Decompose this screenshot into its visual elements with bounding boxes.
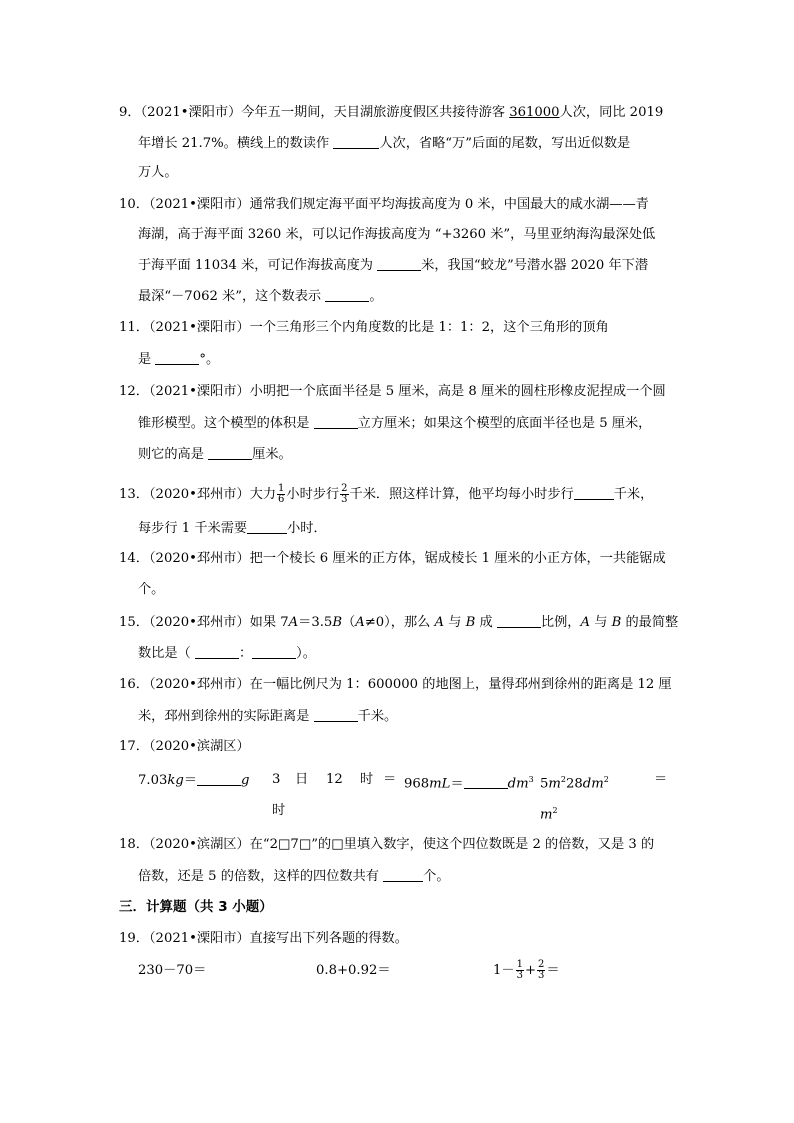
q10-line1: 10．（2021•溧阳市）通常我们规定海平面平均海拔高度为 0 米，中国最大的咸水湖——青 — [119, 197, 649, 212]
q12-line2: 锥形模型。这个模型的体积是 立方厘米；如果这个模型的底面半径也是 5 厘米， — [138, 416, 652, 431]
q9-line2: 年增长 21.7%。横线上的数读作 人次，省略“万”后面的尾数，写出近似数是 — [138, 136, 631, 151]
fraction: $\frac{1}{6}$ — [278, 483, 285, 505]
answer-blank[interactable] — [377, 256, 421, 271]
q10-line2: 海湖，高于海平面 3260 米，可以记作海拔高度为 “+3260 米”，马里亚纳海沟最深处低 — [138, 227, 656, 242]
q17-item-b-num2: 12 — [326, 772, 343, 787]
q9-line3: 万人。 — [138, 165, 178, 180]
q17-item-b-unit: 时 — [272, 803, 286, 818]
answer-blank[interactable] — [155, 350, 199, 365]
q13-line2: 每步行 1 千米需要 小时． — [138, 521, 327, 536]
q9-line1: 9．（2021•溧阳市）今年五一期间，天目湖旅游度假区共接待游客 361000人次，同比 2019 — [119, 105, 664, 120]
answer-blank[interactable] — [574, 485, 614, 500]
q19-expr-2: 0.8+0.92＝ — [316, 963, 391, 978]
q16-line2: 米，邳州到徐州的实际距离是 千米。 — [138, 709, 398, 724]
answer-blank[interactable] — [383, 867, 423, 882]
q18-line2: 倍数，还是 5 的倍数，这样的四位数共有 个。 — [138, 869, 450, 884]
q14-line2: 个。 — [138, 582, 165, 597]
q13-line1: 13．（2020•邳州市）大力 $\frac{1}{6}$ 小时步行 $\frac{2}{3}$ 千米．照这样计算，他平均每小时步行 千米， — [119, 483, 654, 505]
underlined-number: 361000 — [509, 105, 560, 120]
q15-line1: 15．（2020•邳州市）如果 7A＝3.5B（A≠0），那么 A 与 B 成 比例，A 与 B 的最简整 — [119, 615, 679, 630]
q17-item-c: $968mL= dm^3$ — [404, 775, 534, 792]
q17-item-b-day: 日 — [295, 772, 309, 787]
q16-line1: 16．（2020•邳州市）在一幅比例尺为 1：600000 的地图上，量得邳州到徐州的距离是 12 厘 — [119, 677, 672, 692]
q17-item-a: 7.03kg＝ g — [138, 773, 250, 788]
q17-item-d-eq: ＝ — [654, 772, 668, 787]
q10-line4: 最深“－7062 米”，这个数表示 。 — [138, 289, 383, 304]
q17-item-b-hour: 时 — [360, 772, 374, 787]
answer-blank[interactable] — [464, 774, 508, 789]
answer-blank[interactable] — [314, 414, 358, 429]
q15-line2: 数比是（ ： ）。 — [138, 646, 316, 661]
q12-line3: 则它的高是 厘米。 — [138, 447, 292, 462]
answer-blank[interactable] — [325, 287, 369, 302]
section-heading: 三．计算题（共 3 小题） — [119, 899, 273, 915]
fraction: $\frac{2}{3}$ — [538, 959, 545, 981]
q11-line2: 是 °。 — [138, 352, 220, 367]
answer-blank[interactable] — [333, 134, 379, 149]
q17-item-d: $5m^228dm^2$ — [540, 775, 609, 792]
answer-blank[interactable] — [497, 613, 541, 628]
q19-expr-3: 1－ $\frac{1}{3}$ + $\frac{2}{3}$ ＝ — [493, 959, 560, 981]
answer-blank[interactable] — [195, 644, 239, 659]
q19-expr-1: 230－70＝ — [138, 963, 207, 978]
q19-line1: 19．（2021•溧阳市）直接写出下列各题的得数。 — [119, 931, 408, 946]
answer-blank[interactable] — [247, 519, 287, 534]
q10-line3: 于海平面 11034 米，可记作海拔高度为 米，我国“蛟龙”号潜水器 2020 年下潜 — [138, 258, 649, 273]
q17-item-b-eq: ＝ — [383, 772, 397, 787]
q14-line1: 14．（2020•邳州市）把一个棱长 6 厘米的正方体，锯成棱长 1 厘米的小正方体，一共能锯成 — [119, 551, 666, 566]
fraction: $\frac{2}{3}$ — [341, 483, 348, 505]
q17-item-b-num1: 3 — [272, 772, 281, 787]
answer-blank[interactable] — [314, 707, 358, 722]
answer-blank[interactable] — [252, 644, 296, 659]
answer-blank[interactable] — [197, 771, 241, 786]
q18-line1: 18．（2020•滨湖区）在“2□7□”的□里填入数字，使这个四位数既是 2 的倍数，又是 3 的 — [119, 837, 655, 852]
q17-item-d-unit: $m^2$ — [540, 806, 558, 823]
fraction: $\frac{1}{3}$ — [516, 959, 523, 981]
q11-line1: 11．（2021•溧阳市）一个三角形三个内角度数的比是 1：1：2，这个三角形的顶角 — [119, 320, 609, 335]
q12-line1: 12．（2021•溧阳市）小明把一个底面半径是 5 厘米，高是 8 厘米的圆柱形橡皮泥捏成一个圆 — [119, 384, 666, 399]
answer-blank[interactable] — [208, 445, 252, 460]
q17-title: 17．（2020•滨湖区） — [119, 739, 250, 754]
